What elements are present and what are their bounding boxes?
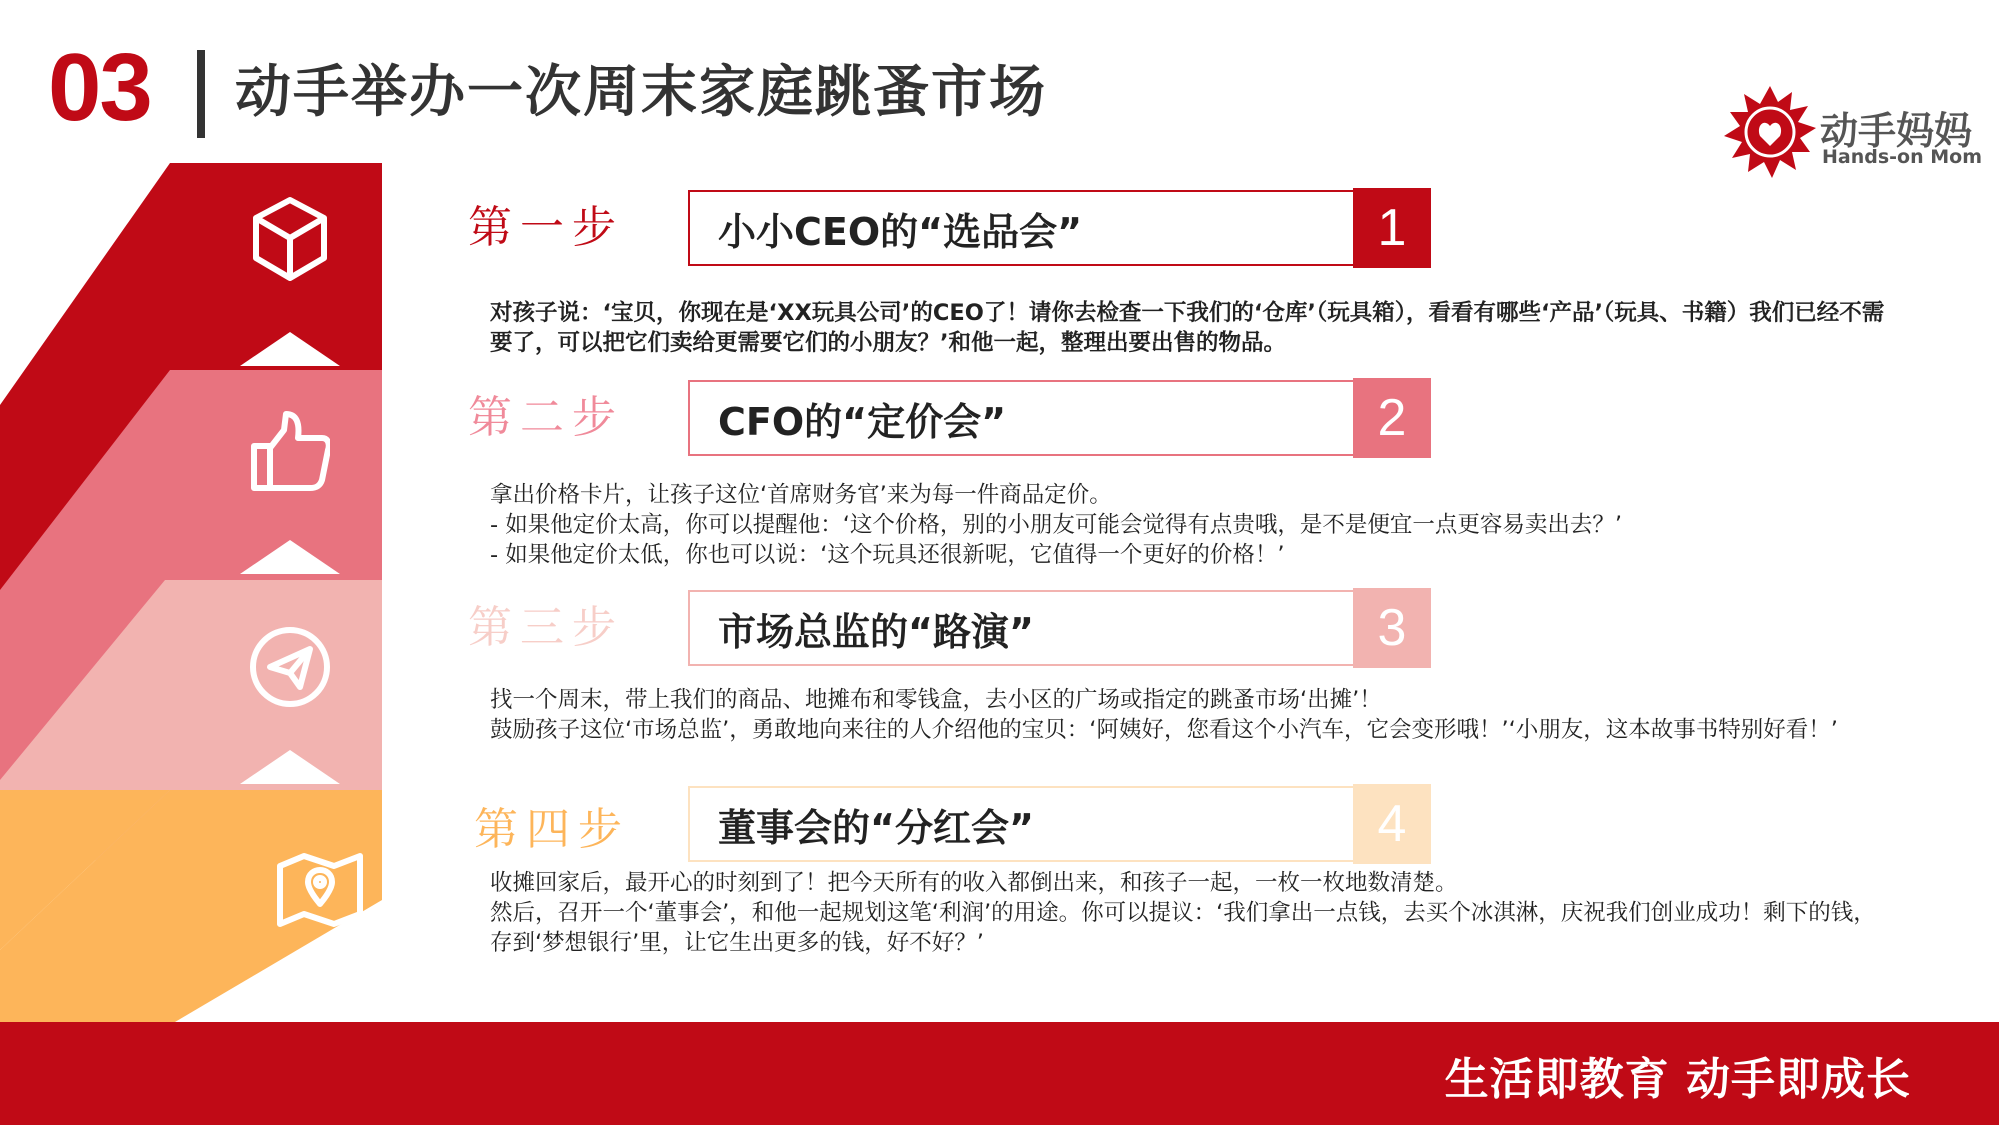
step-2-number: 2 (1353, 378, 1431, 458)
step-1-title: 小小CEO的“选品会” (718, 209, 1083, 254)
step-1-description (490, 298, 1890, 358)
step-4-title: 董事会的“分红会” (718, 805, 1034, 850)
step-3-line-1: 找一个周末，带上我们的商品、地摊布和零钱盒，去小区的广场或指定的跳蚤市场‘出摊’！ (490, 687, 1382, 713)
step-3-description (490, 685, 1890, 745)
step-4-label: 第四步 (474, 804, 630, 855)
step-1-label: 第一步 (468, 202, 624, 253)
step-4-title-box (688, 786, 1355, 862)
page-title: 动手举办一次周末家庭跳蚤市场 (235, 60, 1047, 125)
logo-name-cn: 动手妈妈 (1820, 109, 1973, 153)
footer-slogan: 生活即教育 动手即成长 (1444, 1054, 1911, 1105)
paper-plane-icon (248, 625, 332, 709)
step-3-title-box (688, 590, 1355, 666)
step-2-title: CFO的“定价会” (718, 399, 1007, 444)
step-1-line-1: 对孩子说：‘宝贝，你现在是‘XX玩具公司’的CEO了！请你去检查一下我们的‘仓库’（玩具箱），看看有哪些‘产品’（玩具、书籍）我们已经不需要了，可以把它们卖给更需要它们的小朋友？’和他一起，整理出要出售的物品。 (490, 300, 1885, 356)
section-number: 03 (48, 34, 151, 141)
step-1-number: 1 (1353, 188, 1431, 268)
logo-sun-icon (1722, 84, 1818, 180)
step-4-line-1: 收摊回家后，最开心的时刻到了！把今天所有的收入都倒出来，和孩子一起，一枚一枚地数清楚。 (490, 870, 1458, 896)
step-4-number: 4 (1353, 784, 1431, 864)
step-2-line-1: 拿出价格卡片，让孩子这位‘首席财务官’来为每一件商品定价。 (490, 482, 1112, 508)
step-4-description (490, 868, 1890, 958)
step-3-line-2: 鼓励孩子这位‘市场总监’，勇敢地向来往的人介绍他的宝贝：‘阿姨好，您看这个小汽车，它会变形哦！’‘小朋友，这本故事书特别好看！’ (490, 717, 1838, 743)
thumbs-up-icon (250, 408, 330, 494)
step-2-description (490, 480, 1890, 570)
box-icon (250, 196, 330, 282)
title-divider (197, 50, 205, 138)
map-icon (276, 852, 364, 928)
step-2-label: 第二步 (468, 392, 624, 443)
step-3-label: 第三步 (468, 602, 624, 653)
step-1-title-box (688, 190, 1355, 266)
step-2-line-2: - 如果他定价太高，你可以提醒他：‘这个价格，别的小朋友可能会觉得有点贵哦，是不是便宜一点更容易卖出去？’ (490, 512, 1623, 538)
step-4-line-2: 然后，召开一个‘董事会’，和他一起规划这笔‘利润’的用途。你可以提议：‘我们拿出一点钱，去买个冰淇淋，庆祝我们创业成功！剩下的钱，存到‘梦想银行’里，让它生出更多的钱，好不好？’ (490, 900, 1876, 956)
step-2-line-3: - 如果他定价太低，你也可以说：‘这个玩具还很新呢，它值得一个更好的价格！’ (490, 542, 1285, 568)
step-2-title-box (688, 380, 1355, 456)
step-3-number: 3 (1353, 588, 1431, 668)
logo-name-en: Hands-on Mom (1822, 146, 1982, 168)
step-3-title: 市场总监的“路演” (718, 609, 1034, 654)
